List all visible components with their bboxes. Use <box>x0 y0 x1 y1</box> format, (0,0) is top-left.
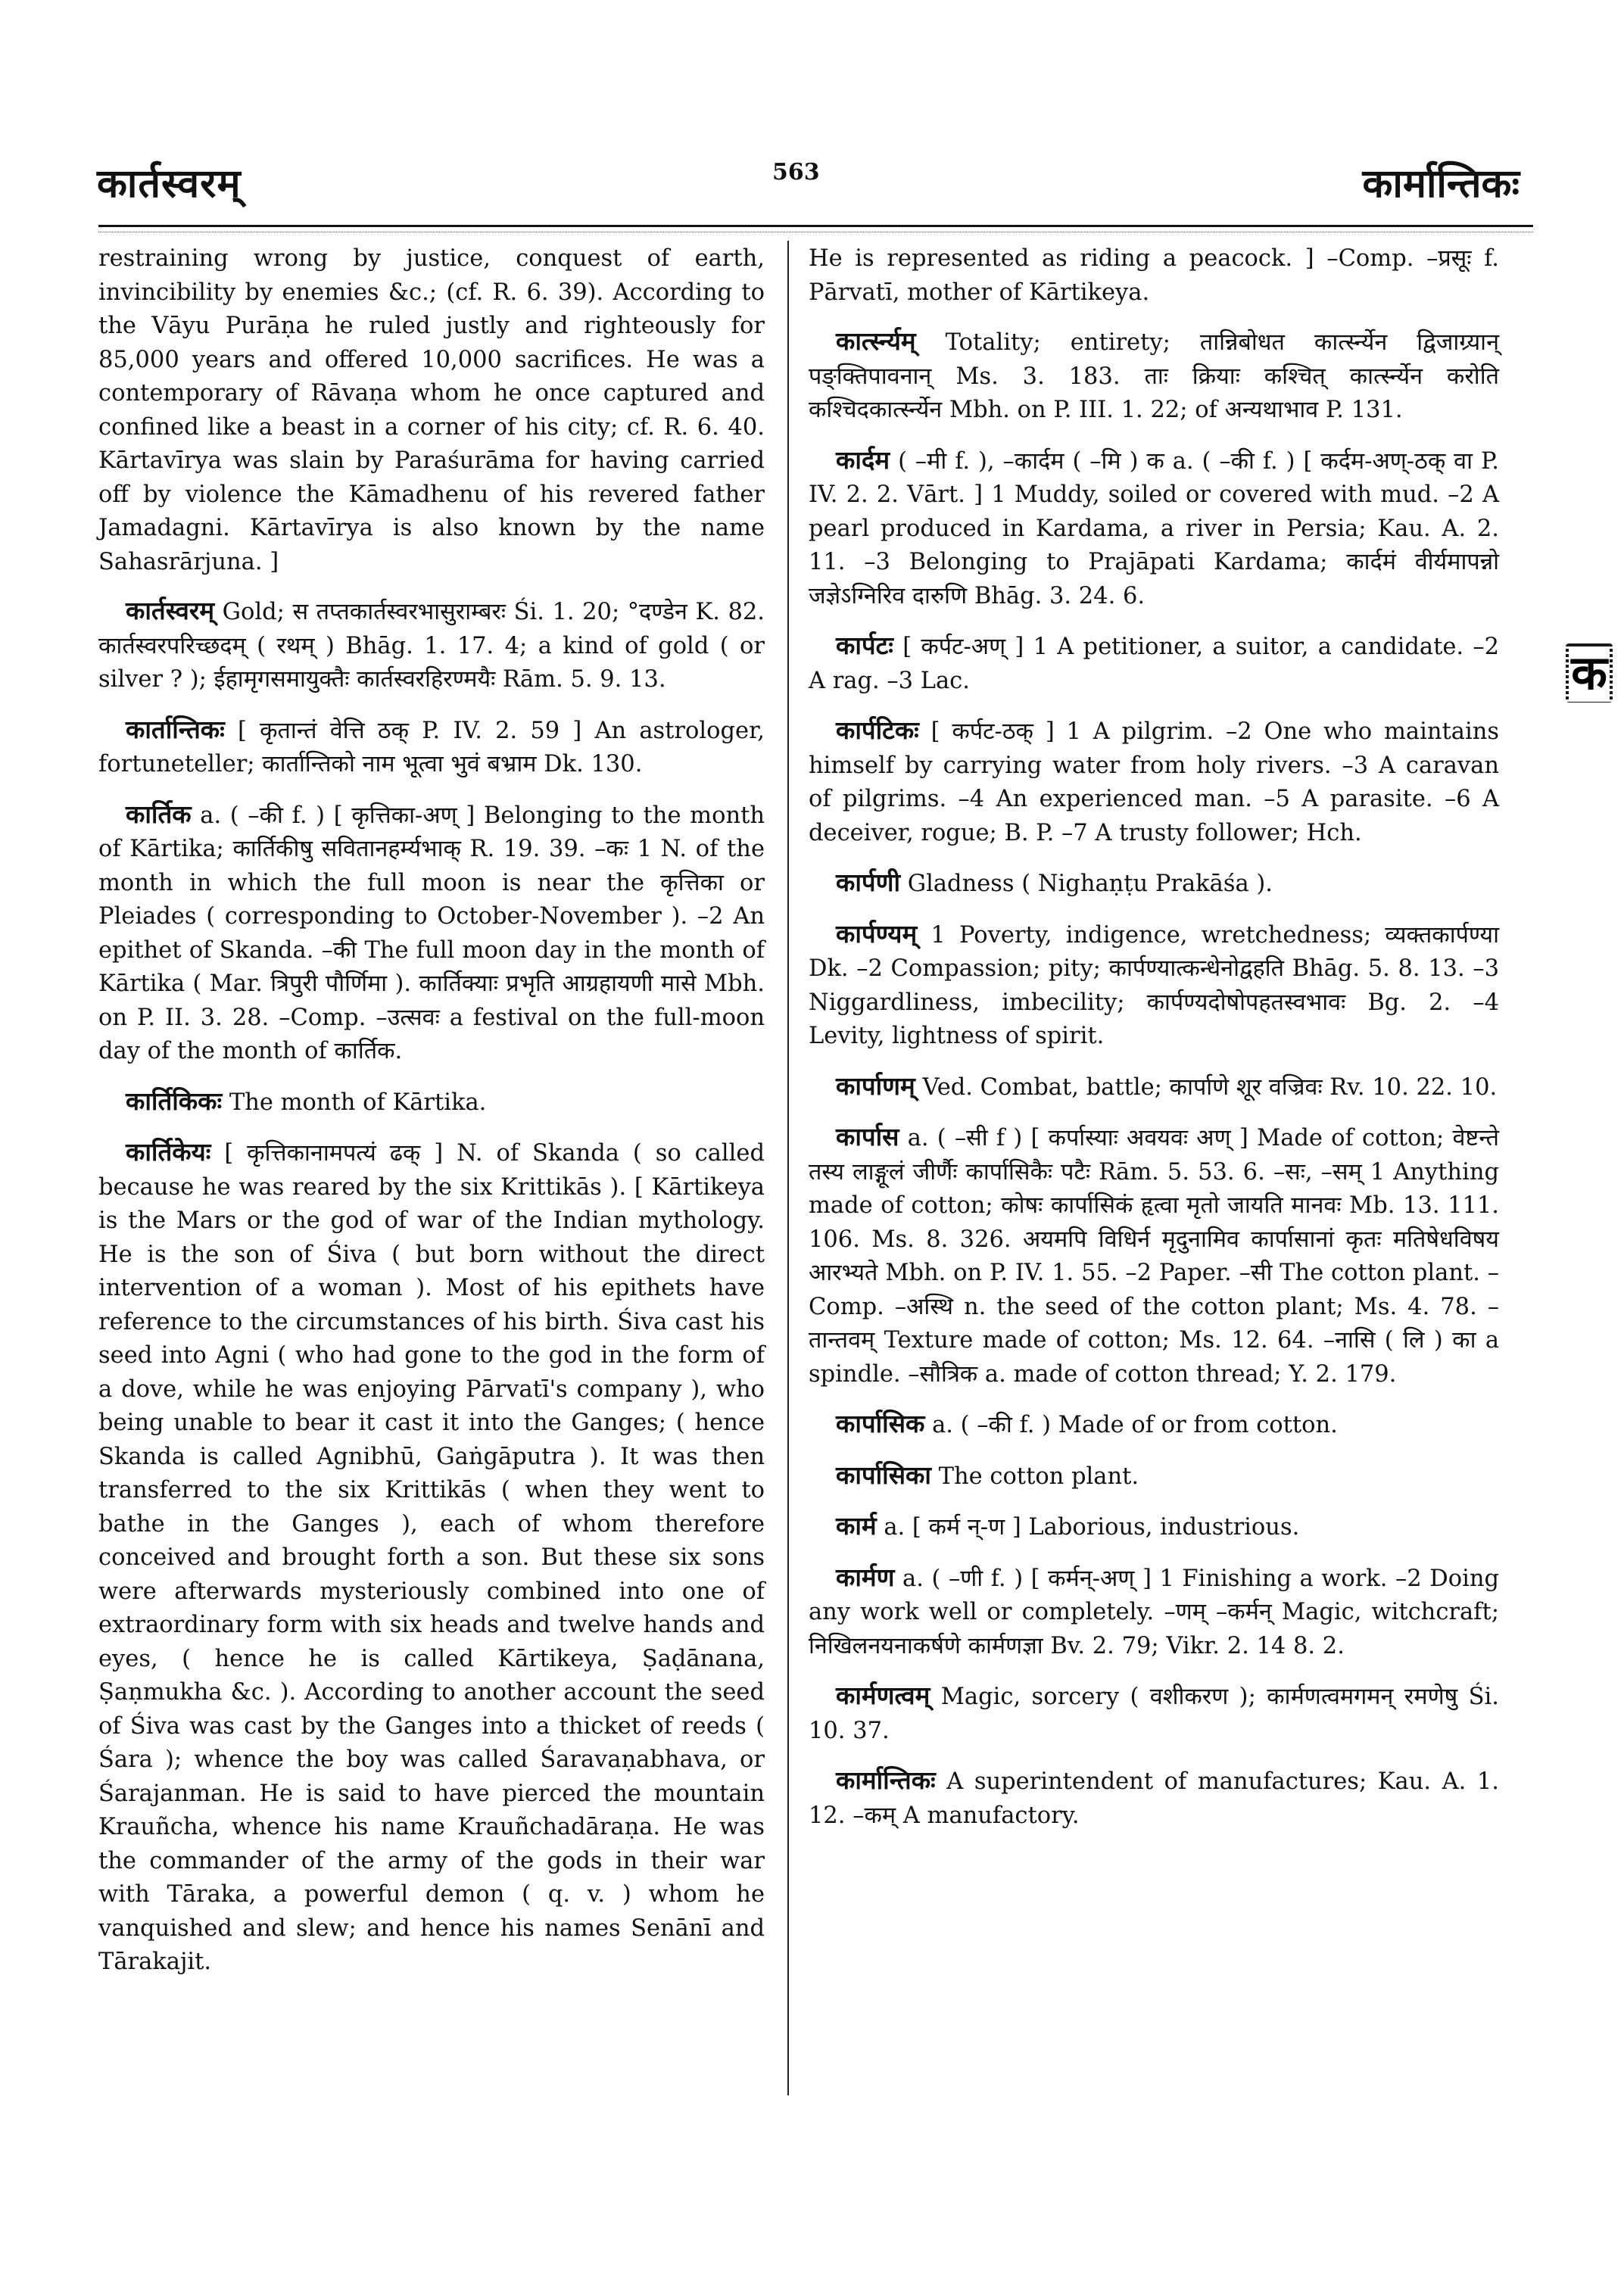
entry-headword: कार्मण <box>836 1562 895 1592</box>
entry-headword: कार्पासिका <box>836 1460 931 1490</box>
entry-definition: [ कृतान्तं वेत्ति ठक् P. IV. 2. 59 ] An astrologer, fortuneteller; कार्तान्तिको नाम भूत्वा भुवं बभ्राम Dk. 130. <box>98 717 765 777</box>
dictionary-entry <box>98 798 765 1069</box>
dictionary-entry <box>809 918 1499 1054</box>
entry-definition: A superintendent of manufactures; Kau. A. 1. 12. –कम् A manufactory. <box>809 1768 1499 1829</box>
dictionary-entry <box>809 629 1499 698</box>
entry-definition: Magic, sorcery ( वशीकरण ); कार्मणत्वमगमन् रमणेषु Śi. 10. 37. <box>809 1684 1499 1744</box>
dictionary-entry <box>809 1120 1499 1391</box>
dictionary-entry <box>98 1136 765 1980</box>
dictionary-entry <box>98 1085 765 1120</box>
entry-definition: [ कर्पट-अण् ] 1 A petitioner, a suitor, a candidate. –2 A rag. –3 Lac. <box>809 634 1499 694</box>
thumb-index-letter: क <box>1569 646 1610 699</box>
entry-definition: a. ( –की f. ) [ कृत्तिका-अण् ] Belonging to the month of Kārtika; कार्तिकीषु सवितानहर्म्यभाक् R. 19. 39. –कः 1 N. of the month in which the full moon is near the कृत्तिका or Pleiades ( corresponding to October-November ). –2 An epithet of Skanda. –की The full moon day in the month of Kārtika ( Mar. त्रिपुरी पौर्णिमा ). कार्तिक्याः प्रभृति आग्रहायणी मासे Mbh. on P. II. 3. 28. –Comp. –उत्सवः a festival on the full-moon day of the month of कार्तिक. <box>98 802 765 1064</box>
dictionary-entry <box>809 1509 1499 1545</box>
header-right-word: कार्मान्तिकः <box>1362 160 1520 207</box>
entry-definition: The month of Kārtika. <box>222 1089 487 1116</box>
entry-headword: कार्पटः <box>836 631 893 660</box>
entry-definition: Gold; स तप्तकार्तस्वरभासुराम्बरः Śi. 1. 20; °दण्डेन K. 82. कार्तस्वरपरिच्छदम् ( रथम् ) Bhāg. 1. 17. 4; a kind of gold ( or silver ? ); ईहामृगसमायुक्तैः कार्तस्वरहिरण्मयैः Rām. 5. 9. 13. <box>98 599 765 693</box>
dictionary-entry <box>809 1561 1499 1664</box>
entry-headword: कार्तिक <box>126 799 192 829</box>
entry-definition: [ कृत्तिकानामपत्यं ढक् ] N. of Skanda ( so called because he was reared by the six Krittikās ). [ Kārtikeya is the Mars or the god of war of the Indian mythology. He is the son of Śiva ( but born without the direct intervention of a woman ). Most of his epithets have reference to the circumstances of his birth. Śiva cast his seed into Agni ( who had gone to the god in the form of a dove, while he was enjoying Pārvatī's company ), who being unable to bear it cast it into the Ganges; ( hence Skanda is called Agnibhū, Gaṅgāputra ). It was then transferred to the six Krittikās ( when they went to bathe in the Ganges ), each of whom therefore conceived and brought forth a son. But these six sons were afterwards mysteriously combined into one of extraordinary form with six heads and twelve hands and eyes, ( hence he is called Kārtikeya, Ṣaḍānana, Ṣaṇmukha &c. ). According to another account the seed of Śiva was cast by the Ganges into a thicket of reeds ( Śara ); whence the boy was called Śaravaṇabhava, or Śarajanman. He is said to have pierced the mountain Krauñcha, whence his name Krauñchadāraṇa. He was the commander of the army of the gods in their war with Tāraka, a powerful demon ( q. v. ) whom he vanquished and slew; and hence his names Senānī and Tārakajit. <box>98 1140 765 1975</box>
column-divider <box>787 241 789 2095</box>
entry-headword: कार्तिकिकः <box>126 1086 223 1116</box>
entry-definition: Totality; entirety; तान्निबोधत कार्त्स्न्येन द्विजाग्र्यान् पङ्क्तिपावनान् Ms. 3. 183. ताः क्रियाः कश्चित् कार्त्स्न्येन करोति कश्चिदकार्त्स्न्येन Mbh. on P. III. 1. 22; of अन्यथाभाव P. 131. <box>809 329 1499 423</box>
entry-headword: कार्पासिक <box>836 1409 925 1438</box>
entry-definition: a. ( –णी f. ) [ कर्मन्-अण् ] 1 Finishing a work. –2 Doing any work well or completely. –णम् –कर्मन् Magic, witchcraft; निखिलनयनाकर्षणे कार्मणज्ञा Bv. 2. 79; Vikr. 2. 14 8. 2. <box>809 1565 1499 1659</box>
dictionary-entry <box>98 713 765 782</box>
dictionary-entry <box>809 1407 1499 1443</box>
entry-headword: कार्पणी <box>836 868 901 897</box>
dictionary-entry <box>809 1459 1499 1494</box>
entry-definition: a. ( –सी f ) [ कर्पास्याः अवयवः अण् ] Made of cotton; वेष्टन्ते तस्य लाङ्गूलं जीर्णैः कार्पासिकैः पटैः Rām. 5. 53. 6. –सः, –सम् 1 Anything made of cotton; कोषः कार्पासिकं हृत्वा मृतो जायति मानवः Mb. 13. 111. 106. Ms. 8. 326. अयमपि विधिर्न मृदुनामिव कार्पासानां कृतः मतिषेधविषय आरभ्यते Mbh. on P. IV. 1. 55. –2 Paper. –सी The cotton plant. –Comp. –अस्थि n. the seed of the cotton plant; Ms. 4. 78. –तान्तवम् Texture made of cotton; Ms. 12. 64. –नासि ( लि ) का a spindle. –सौत्रिक a. made of cotton thread; Y. 2. 179. <box>809 1125 1499 1388</box>
page-number: 563 <box>772 159 820 185</box>
dictionary-entry <box>809 866 1499 902</box>
entry-definition: ( –मी f. ), –कार्दम ( –मि ) क a. ( –की f. ) [ कर्दम-अण्-ठक् वा P. IV. 2. 2. Vārt. ] 1 Muddy, soiled or covered with mud. –2 A pearl produced in Kardama, a river in Persia; Kau. A. 2. 11. –3 Belonging to Prajāpati Kardama; कार्दमं वीर्यमापन्नो जज्ञेऽग्निरिव दारुणि Bhāg. 3. 24. 6. <box>809 447 1499 609</box>
entry-definition: Gladness ( Nighaṇṭu Prakāśa ). <box>900 871 1273 897</box>
dictionary-entry <box>98 594 765 697</box>
entry-definition: [ कर्पट-ठक् ] 1 A pilgrim. –2 One who maintains himself by carrying water from holy rivers. –3 A caravan of pilgrims. –4 An experienced man. –5 A parasite. –6 A deceiver, rogue; B. P. –7 A trusty follower; Hch. <box>809 718 1499 846</box>
entry-headword: कार्पण्यम् <box>836 918 918 949</box>
entry-definition: a. ( –की f. ) Made of or from cotton. <box>924 1412 1338 1438</box>
dictionary-entry <box>809 1764 1499 1833</box>
entry-headword: कार्तिकेयः <box>126 1137 211 1167</box>
left-column <box>98 242 765 1995</box>
entry-headword: कार्तान्तिकः <box>126 714 225 744</box>
entry-headword: कार्पटिकः <box>836 715 919 745</box>
right-continuation-text: He is represented as riding a peacock. ] –Comp. –प्रसूः f. Pārvatī, mother of Kārtikeya. <box>809 245 1499 306</box>
left-continuation-text: restraining wrong by justice, conquest of earth, invincibility by enemies &c.; (cf. R. 6. 39). According to the Vāyu Purāṇa he ruled justly and righteously for 85,000 years and offered 10,000 sacrifices. He was a contemporary of Rāvaṇa whom he once captured and confined like a beast in a corner of his city; cf. R. 6. 40. Kārtavīrya was slain by Paraśurāma for having carried off by violence the Kāmadhenu of his revered father Jamadagni. Kārtavīrya is also known by the name Sahasrārjuna. ] <box>98 245 765 575</box>
entry-headword: कार्तस्वरम् <box>126 596 215 625</box>
dictionary-entry <box>809 325 1499 428</box>
dictionary-entry <box>809 714 1499 850</box>
right-column <box>809 242 1499 1849</box>
dictionary-entry <box>809 1679 1499 1748</box>
entry-headword: कार्म <box>836 1511 877 1541</box>
entry-definition: The cotton plant. <box>930 1463 1139 1490</box>
entry-headword: कार्पास <box>836 1122 899 1151</box>
header-left-word: कार्तस्वरम् <box>97 160 242 207</box>
thumb-index-tab <box>1566 643 1613 703</box>
entry-headword: कार्मणत्वम् <box>836 1681 930 1710</box>
entry-headword: कार्पाणम् <box>836 1070 915 1101</box>
header-rule <box>98 225 1533 227</box>
dictionary-entry <box>809 1070 1499 1105</box>
entry-headword: कार्दम <box>836 444 890 475</box>
entry-headword: कार्त्स्न्यम् <box>836 326 916 356</box>
entry-definition: Ved. Combat, battle; कार्पाणे शूर वज्रिवः Rv. 10. 22. 10. <box>915 1073 1498 1101</box>
entry-headword: कार्मान्तिकः <box>836 1765 936 1795</box>
dictionary-entry <box>809 444 1499 614</box>
entry-definition: a. [ कर्म न्-ण ] Laborious, industrious. <box>876 1514 1300 1541</box>
entry-definition: 1 Poverty, indigence, wretchedness; व्यक्तकार्पण्या Dk. –2 Compassion; pity; कार्पण्यात्कन्धेनोद्वहति Bhāg. 5. 8. 13. –3 Niggardliness, imbecility; कार्पण्यदोषोपहतस्वभावः Bg. 2. –4 Levity, lightness of spirit. <box>809 921 1499 1049</box>
